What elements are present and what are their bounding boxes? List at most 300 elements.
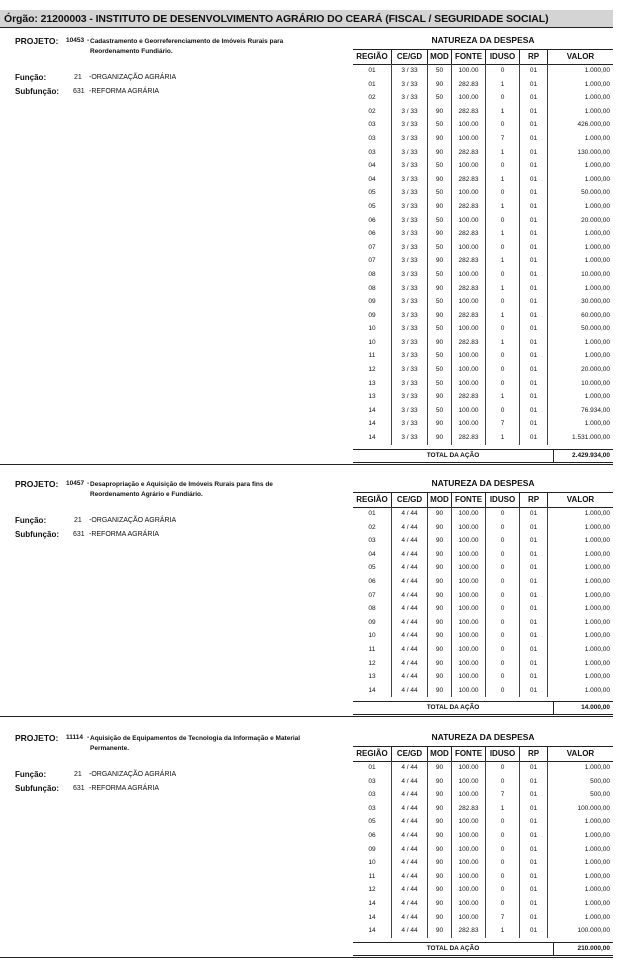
table-cell: 1.000,00 <box>547 602 613 616</box>
table-cell: 100.00 <box>451 159 485 173</box>
table-cell: 11 <box>368 352 376 360</box>
table-cell: 90 <box>427 602 451 616</box>
table-cell: 01 <box>519 309 547 323</box>
table-row <box>353 336 613 350</box>
table-cell: 3 / 33 <box>391 105 427 119</box>
table-cell: 0 <box>485 897 519 911</box>
table-cell: 01 <box>519 431 547 445</box>
table-cell: 90 <box>427 309 451 323</box>
table-cell: 1.000,00 <box>547 843 613 857</box>
table-cell: 08 <box>368 605 376 613</box>
table-cell: 90 <box>427 883 451 897</box>
table-cell: 282.83 <box>451 802 485 816</box>
table-cell: 100.000,00 <box>547 924 613 938</box>
table-cell: 100.00 <box>451 377 485 391</box>
table-cell: 282.83 <box>451 309 485 323</box>
subfuncao-code: 631 <box>73 88 85 95</box>
table-cell: 1.000,00 <box>547 349 613 363</box>
table-row <box>353 377 613 391</box>
table-cell: 4 / 44 <box>391 561 427 575</box>
total-value: 210.000,00 <box>577 944 610 952</box>
table-cell: 50 <box>427 363 451 377</box>
column-header: IDUSO <box>485 493 519 507</box>
table-cell: 90 <box>427 282 451 296</box>
table-row <box>353 775 613 789</box>
subfuncao-desc: -REFORMA AGRÁRIA <box>89 88 160 95</box>
table-cell: 01 <box>519 684 547 698</box>
table-cell: 100.00 <box>451 657 485 671</box>
table-cell: 07 <box>368 257 376 265</box>
table-cell: 10 <box>368 325 376 333</box>
table-cell: 50 <box>427 91 451 105</box>
column-header: CE/GD <box>391 50 427 64</box>
table-cell: 100.00 <box>451 629 485 643</box>
orgao-header: Órgão: 21200003 - INSTITUTO DE DESENVOLVIMENTO AGRÁRIO DO CEARÁ (FISCAL / SEGURIDADE SOCIAL) <box>0 10 613 28</box>
table-cell: 01 <box>519 241 547 255</box>
table-cell: 90 <box>427 775 451 789</box>
table-cell: 0 <box>485 64 519 78</box>
table-cell: 05 <box>368 818 376 826</box>
column-header: REGIÃO <box>356 749 388 758</box>
table-cell: 100.000,00 <box>547 802 613 816</box>
table-cell: 01 <box>519 829 547 843</box>
table-cell: 100.00 <box>451 132 485 146</box>
table-cell: 4 / 44 <box>391 670 427 684</box>
table-row <box>353 534 613 548</box>
projeto-dash: - <box>87 480 90 487</box>
table-cell: 1.000,00 <box>547 254 613 268</box>
table-cell: 03 <box>368 804 376 812</box>
table-cell: 90 <box>427 911 451 925</box>
table-cell: 01 <box>519 132 547 146</box>
section-divider <box>0 957 613 958</box>
table-cell: 76.934,00 <box>547 404 613 418</box>
table-cell: 100.00 <box>451 911 485 925</box>
table-cell: 12 <box>368 886 376 894</box>
table-row <box>353 431 613 445</box>
table-cell: 07 <box>368 243 376 251</box>
table-cell: 1 <box>485 336 519 350</box>
table-cell: 50 <box>427 377 451 391</box>
table-cell: 282.83 <box>451 431 485 445</box>
table-cell: 01 <box>519 657 547 671</box>
table-cell: 3 / 33 <box>391 241 427 255</box>
projeto-dash: - <box>87 37 90 44</box>
column-header: FONTE <box>451 493 485 507</box>
table-cell: 90 <box>427 534 451 548</box>
table-cell: 0 <box>485 548 519 562</box>
table-cell: 01 <box>519 186 547 200</box>
table-cell: 20.000,00 <box>547 363 613 377</box>
table-cell: 100.00 <box>451 856 485 870</box>
table-cell: 14 <box>368 420 376 428</box>
table-cell: 0 <box>485 561 519 575</box>
table-cell: 03 <box>368 121 376 129</box>
column-header: CE/GD <box>391 493 427 507</box>
table-row <box>353 670 613 684</box>
table-cell: 1.000,00 <box>547 670 613 684</box>
table-cell: 01 <box>519 363 547 377</box>
table-cell: 90 <box>427 390 451 404</box>
table-cell: 100.00 <box>451 684 485 698</box>
table-cell: 4 / 44 <box>391 843 427 857</box>
table-cell: 100.00 <box>451 186 485 200</box>
table-header <box>353 746 613 762</box>
table-cell: 01 <box>519 336 547 350</box>
table-cell: 90 <box>427 575 451 589</box>
table-cell: 7 <box>485 911 519 925</box>
table-cell: 1.000,00 <box>547 507 613 521</box>
table-cell: 282.83 <box>451 924 485 938</box>
table-cell: 90 <box>427 173 451 187</box>
table-cell: 1.000,00 <box>547 856 613 870</box>
table-cell: 1 <box>485 431 519 445</box>
table-row <box>353 761 613 775</box>
table-cell: 01 <box>519 589 547 603</box>
table-cell: 01 <box>519 268 547 282</box>
table-cell: 100.00 <box>451 602 485 616</box>
table-cell: 90 <box>427 254 451 268</box>
table-cell: 1.000,00 <box>547 815 613 829</box>
table-cell: 0 <box>485 575 519 589</box>
table-cell: 282.83 <box>451 173 485 187</box>
table-cell: 90 <box>427 561 451 575</box>
table-cell: 3 / 33 <box>391 227 427 241</box>
table-cell: 01 <box>519 227 547 241</box>
table-cell: 0 <box>485 629 519 643</box>
table-cell: 1.000,00 <box>547 159 613 173</box>
total-separator <box>553 450 554 462</box>
table-cell: 14 <box>368 899 376 907</box>
table-rows <box>353 64 613 445</box>
table-cell: 3 / 33 <box>391 363 427 377</box>
table-row <box>353 561 613 575</box>
table-cell: 100.00 <box>451 534 485 548</box>
table-cell: 1.000,00 <box>547 897 613 911</box>
table-cell: 4 / 44 <box>391 684 427 698</box>
table-cell: 4 / 44 <box>391 870 427 884</box>
table-cell: 07 <box>368 591 376 599</box>
table-cell: 90 <box>427 336 451 350</box>
table-cell: 4 / 44 <box>391 589 427 603</box>
table-cell: 1.000,00 <box>547 64 613 78</box>
table-cell: 0 <box>485 349 519 363</box>
projeto-code: 10453 <box>66 37 85 44</box>
table-row <box>353 363 613 377</box>
funcao-label: Função: <box>15 770 47 779</box>
table-cell: 100.00 <box>451 643 485 657</box>
table-cell: 04 <box>368 162 376 170</box>
table-cell: 1 <box>485 282 519 296</box>
table-cell: 1.000,00 <box>547 829 613 843</box>
projeto-dash: - <box>87 734 90 741</box>
table-cell: 3 / 33 <box>391 336 427 350</box>
table-cell: 09 <box>368 311 376 319</box>
table-header <box>353 492 613 508</box>
table-cell: 03 <box>368 791 376 799</box>
table-cell: 3 / 33 <box>391 159 427 173</box>
table-cell: 01 <box>519 91 547 105</box>
table-cell: 90 <box>427 589 451 603</box>
total-separator <box>553 702 554 714</box>
table-cell: 4 / 44 <box>391 775 427 789</box>
table-cell: 282.83 <box>451 78 485 92</box>
funcao-code: 21 <box>74 74 82 81</box>
table-cell: 10.000,00 <box>547 268 613 282</box>
table-row <box>353 268 613 282</box>
table-cell: 0 <box>485 507 519 521</box>
table-cell: 03 <box>368 148 376 156</box>
table-cell: 90 <box>427 643 451 657</box>
table-cell: 01 <box>519 870 547 884</box>
table-cell: 90 <box>427 146 451 160</box>
table-row <box>353 643 613 657</box>
table-cell: 1 <box>485 173 519 187</box>
table-cell: 4 / 44 <box>391 911 427 925</box>
table-cell: 1.000,00 <box>547 173 613 187</box>
table-cell: 01 <box>519 561 547 575</box>
table-row <box>353 575 613 589</box>
column-header: REGIÃO <box>356 495 388 504</box>
table-cell: 100.00 <box>451 91 485 105</box>
table-cell: 0 <box>485 404 519 418</box>
table-cell: 90 <box>427 227 451 241</box>
column-header: IDUSO <box>485 50 519 64</box>
table-cell: 1 <box>485 924 519 938</box>
table-row <box>353 186 613 200</box>
table-row <box>353 684 613 698</box>
table-row <box>353 91 613 105</box>
table-cell: 100.00 <box>451 561 485 575</box>
table-cell: 3 / 33 <box>391 254 427 268</box>
table-cell: 3 / 33 <box>391 173 427 187</box>
subfuncao-label: Subfunção: <box>15 87 59 96</box>
subfuncao-desc: -REFORMA AGRÁRIA <box>89 531 160 538</box>
table-cell: 01 <box>519 548 547 562</box>
table-cell: 1.000,00 <box>547 200 613 214</box>
table-cell: 50.000,00 <box>547 186 613 200</box>
table-cell: 4 / 44 <box>391 629 427 643</box>
table-cell: 100.00 <box>451 670 485 684</box>
table-cell: 100.00 <box>451 870 485 884</box>
table-cell: 0 <box>485 775 519 789</box>
table-cell: 14 <box>368 434 376 442</box>
table-cell: 11 <box>368 645 376 653</box>
table-cell: 1.000,00 <box>547 684 613 698</box>
table-cell: 01 <box>519 843 547 857</box>
table-cell: 01 <box>519 377 547 391</box>
table-cell: 0 <box>485 829 519 843</box>
table-row <box>353 589 613 603</box>
table-cell: 3 / 33 <box>391 200 427 214</box>
table-cell: 0 <box>485 815 519 829</box>
column-header: FONTE <box>451 747 485 761</box>
table-cell: 01 <box>519 643 547 657</box>
table-cell: 0 <box>485 268 519 282</box>
table-cell: 01 <box>519 911 547 925</box>
table-cell: 4 / 44 <box>391 788 427 802</box>
table-cell: 100.00 <box>451 589 485 603</box>
table-cell: 1.000,00 <box>547 417 613 431</box>
table-cell: 1 <box>485 390 519 404</box>
table-cell: 0 <box>485 856 519 870</box>
table-row <box>353 132 613 146</box>
table-cell: 426.000,00 <box>547 118 613 132</box>
table-cell: 3 / 33 <box>391 322 427 336</box>
table-cell: 4 / 44 <box>391 883 427 897</box>
funcao-desc: -ORGANIZAÇÃO AGRÁRIA <box>89 74 177 81</box>
table-cell: 500,00 <box>547 788 613 802</box>
table-cell: 4 / 44 <box>391 815 427 829</box>
table-cell: 282.83 <box>451 200 485 214</box>
table-cell: 10.000,00 <box>547 377 613 391</box>
total-row <box>353 449 613 463</box>
subfuncao-desc: -REFORMA AGRÁRIA <box>89 785 160 792</box>
table-cell: 1.000,00 <box>547 629 613 643</box>
table-cell: 0 <box>485 159 519 173</box>
table-cell: 100.00 <box>451 788 485 802</box>
table-row <box>353 78 613 92</box>
table-cell: 0 <box>485 186 519 200</box>
table-cell: 02 <box>368 107 376 115</box>
natureza-title: NATUREZA DA DESPESA <box>431 478 535 488</box>
table-row <box>353 349 613 363</box>
total-row <box>353 942 613 956</box>
column-header: MOD <box>427 50 451 64</box>
table-cell: 01 <box>519 349 547 363</box>
table-cell: 08 <box>368 270 376 278</box>
funcao-code: 21 <box>74 771 82 778</box>
table-cell: 1.000,00 <box>547 575 613 589</box>
table-cell: 90 <box>427 829 451 843</box>
table-cell: 50 <box>427 118 451 132</box>
table-cell: 4 / 44 <box>391 924 427 938</box>
column-header: RP <box>519 493 547 507</box>
table-cell: 90 <box>427 815 451 829</box>
table-cell: 90 <box>427 78 451 92</box>
table-cell: 100.00 <box>451 829 485 843</box>
table-cell: 7 <box>485 417 519 431</box>
table-cell: 100.00 <box>451 404 485 418</box>
table-cell: 0 <box>485 377 519 391</box>
funcao-label: Função: <box>15 516 47 525</box>
table-cell: 1.000,00 <box>547 390 613 404</box>
table-cell: 10 <box>368 338 376 346</box>
section-divider <box>0 464 613 465</box>
table-cell: 0 <box>485 363 519 377</box>
table-row <box>353 146 613 160</box>
table-cell: 4 / 44 <box>391 802 427 816</box>
table-cell: 13 <box>368 673 376 681</box>
table-cell: 4 / 44 <box>391 829 427 843</box>
table-cell: 7 <box>485 132 519 146</box>
table-cell: 50 <box>427 349 451 363</box>
funcao-desc: -ORGANIZAÇÃO AGRÁRIA <box>89 771 177 778</box>
table-cell: 282.83 <box>451 105 485 119</box>
table-row <box>353 295 613 309</box>
table-cell: 90 <box>427 670 451 684</box>
table-cell: 01 <box>519 815 547 829</box>
table-cell: 3 / 33 <box>391 295 427 309</box>
table-row <box>353 254 613 268</box>
table-cell: 4 / 44 <box>391 507 427 521</box>
table-cell: 100.00 <box>451 349 485 363</box>
table-cell: 04 <box>368 550 376 558</box>
column-header: MOD <box>427 747 451 761</box>
table-row <box>353 173 613 187</box>
table-cell: 90 <box>427 200 451 214</box>
table-cell: 4 / 44 <box>391 616 427 630</box>
table-cell: 01 <box>368 764 376 771</box>
table-row <box>353 105 613 119</box>
table-cell: 01 <box>519 575 547 589</box>
table-cell: 0 <box>485 241 519 255</box>
table-cell: 0 <box>485 322 519 336</box>
table-row <box>353 815 613 829</box>
table-cell: 01 <box>519 200 547 214</box>
table-row <box>353 802 613 816</box>
subfuncao-label: Subfunção: <box>15 784 59 793</box>
table-cell: 03 <box>368 537 376 545</box>
table-cell: 100.00 <box>451 548 485 562</box>
table-cell: 02 <box>368 94 376 102</box>
column-header: RP <box>519 747 547 761</box>
table-cell: 01 <box>519 159 547 173</box>
table-cell: 0 <box>485 589 519 603</box>
table-cell: 14 <box>368 686 376 694</box>
table-cell: 01 <box>519 602 547 616</box>
projeto-label: PROJETO: <box>15 479 59 489</box>
table-cell: 03 <box>368 134 376 142</box>
table-row <box>353 322 613 336</box>
table-cell: 1.000,00 <box>547 589 613 603</box>
projeto-description: Aquisição de Equipamentos de Tecnologia da Informação e Material Permanente. <box>90 735 301 752</box>
projeto-code: 11114 <box>66 734 83 741</box>
table-cell: 01 <box>519 404 547 418</box>
table-cell: 282.83 <box>451 390 485 404</box>
table-cell: 50 <box>427 186 451 200</box>
table-cell: 90 <box>427 788 451 802</box>
table-cell: 90 <box>427 924 451 938</box>
table-cell: 3 / 33 <box>391 404 427 418</box>
table-cell: 30.000,00 <box>547 295 613 309</box>
table-cell: 1.000,00 <box>547 241 613 255</box>
table-row <box>353 200 613 214</box>
table-cell: 100.00 <box>451 322 485 336</box>
table-cell: 100.00 <box>451 775 485 789</box>
table-cell: 1 <box>485 309 519 323</box>
table-cell: 01 <box>368 67 376 74</box>
table-cell: 50 <box>427 64 451 78</box>
table-cell: 1.000,00 <box>547 521 613 535</box>
table-row <box>353 897 613 911</box>
projeto-description: Cadastramento e Georreferenciamento de Imóveis Rurais para Reordenamento Fundiário. <box>90 38 284 55</box>
total-row <box>353 701 613 715</box>
table-cell: 0 <box>485 870 519 884</box>
subfuncao-label: Subfunção: <box>15 530 59 539</box>
table-cell: 01 <box>519 534 547 548</box>
table-cell: 3 / 33 <box>391 431 427 445</box>
table-cell: 11 <box>368 872 376 880</box>
table-cell: 1.000,00 <box>547 91 613 105</box>
table-cell: 90 <box>427 431 451 445</box>
table-cell: 01 <box>519 417 547 431</box>
table-cell: 1.000,00 <box>547 870 613 884</box>
table-cell: 3 / 33 <box>391 132 427 146</box>
table-cell: 0 <box>485 295 519 309</box>
table-cell: 50.000,00 <box>547 322 613 336</box>
natureza-title: NATUREZA DA DESPESA <box>431 732 535 742</box>
